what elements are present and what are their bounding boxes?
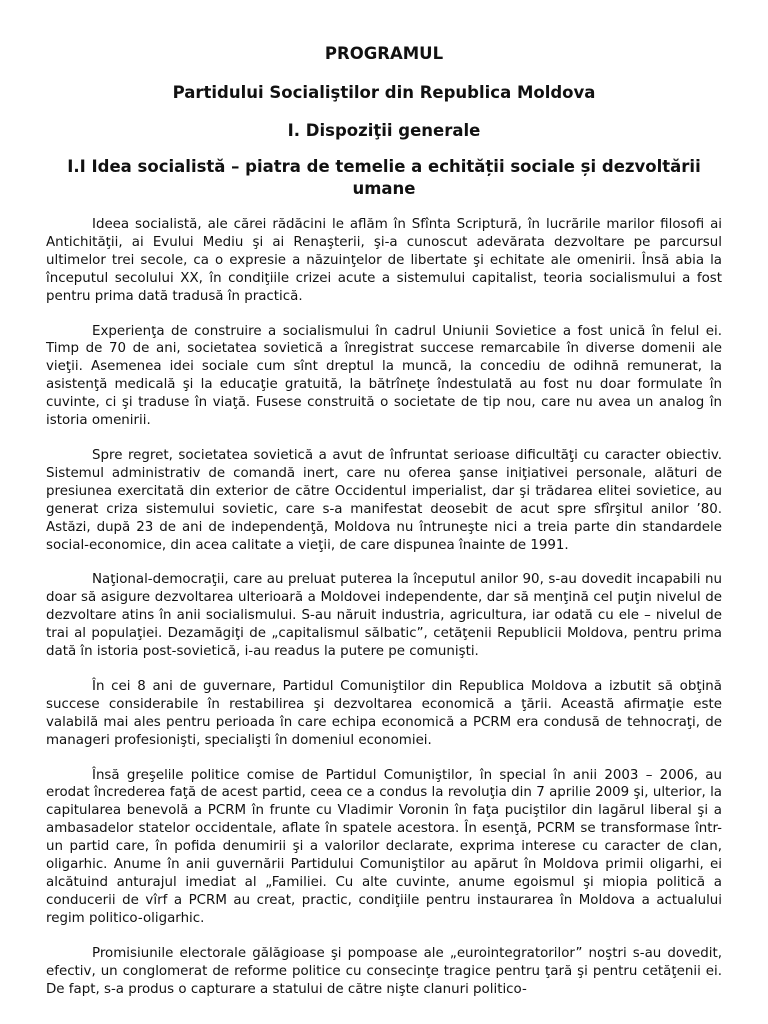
paragraph: Naţional-democraţii, care au preluat puterea la începutul anilor 90, s-au dovedit incapabili nu doar să asigure dezvoltarea ulterioară a Moldovei independente, dar să menţină cel puţin nivelul de dezvoltare atins în anii socialismului. S-au năruit industria, agricultura, iar odată cu ele – nivelul de trai al populaţiei. Dezamăgiţi de „capitalismul sălbatic”, cetăţenii Republicii Moldova, pentru prima dată în istoria post-sovietică, i-au readus la putere pe comunişti. [46,572,722,660]
paragraph: În cei 8 ani de guvernare, Partidul Comuniştilor din Republica Moldova a izbutit să obţină succese considerabile în restabilirea şi dezvoltarea economică a ţării. Această afirmaţie este valabilă mai ales pentru perioada în care echipa economică a PCRM era condusă de tehnocraţi, de manageri profesionişti, specialişti în domeniul economiei. [46,678,722,748]
paragraph: Spre regret, societatea sovietică a avut de înfruntat serioase dificultăţi cu caracter obiectiv. Sistemul administrativ de comandă inert, care nu oferea şanse iniţiativei personale, alături de presiunea exercitată din exterior de către Occidentul imperialist, dar şi trădarea elitei sovietice, au generat criza sistemului sovietic, care s-a manifestat deosebit de acut spre sfîrşitul anilor ’80. Astăzi, după 23 de ani de independenţă, Moldova nu întruneşte nici a treia parte din standardele social-economice, din acea calitate a vieţii, de care dispunea înainte de 1991. [46,447,722,553]
paragraph: Experienţa de construire a socialismului în cadrul Uniunii Sovietice a fost unică în felul ei. Timp de 70 de ani, societatea sovietică a înregistrat succese remarcabile în diverse domenii ale vieţii. Asemenea idei sociale cum sînt dreptul la muncă, la concediu de odihnă remunerat, la asistenţă medicală şi la educaţie gratuită, la bătrîneţe îndestulată au fost nu doar formulate în cuvinte, ci şi traduse în viaţă. Fusese construită o societate de tip nou, care nu avea un analog în istoria omenirii. [46,323,722,429]
party-heading: Partidului Socialiştilor din Republica Moldova [172,83,596,102]
paragraph: Ideea socialistă, ale cărei rădăcini le aflăm în Sfînta Scriptură, în lucrările marilor filosofi ai Antichităţii, ai Evului Mediu şi ai Renaşterii, şi-a cunoscut adevărata dezvoltare pe parcursul ultimelor trei secole, ca o expresie a năzuinţelor de libertate şi echitate ale omenirii. Însă abia la începutul secolului XX, în condiţiile crizei acute a sistemului capitalist, teoria socialismului a fost pentru prima dată tradusă în practică. [46,217,722,304]
section-heading: I. Dispoziţii generale [287,121,481,140]
document-body [46,216,722,998]
subsection-heading: I.I Idea socialistă – piatra de temelie a echității sociale și dezvoltării umane [67,157,701,198]
document-title: PROGRAMUL [324,44,444,63]
paragraph: Promisiunile electorale gălăgioase şi pompoase ale „eurointegratorilor” noştri s-au dovedit, efectiv, un conglomerat de reforme politice cu consecinţe tragice pentru ţară şi pentru cetăţenii ei. De fapt, s-a produs o capturare a statului de către nişte clanuri politico- [46,945,722,997]
paragraph: Însă greşelile politice comise de Partidul Comuniştilor, în special în anii 2003 – 2006, au erodat încrederea faţă de acest partid, ceea ce a condus la revoluţia din 7 aprilie 2009 şi, ulterior, la capitularea benevolă a PCRM în frunte cu Vladimir Voronin în faţa puciştilor din lagărul liberal şi a ambasadelor statelor occidentale, aflate în spatele acestora. În esenţă, PCRM se transformase într-un partid care, în pofida denumirii şi a valorilor declarate, exprima interese cu caracter de clan, oligarhic. Anume în anii guvernării Partidului Comuniştilor au apărut în Moldova primii oligarhi, ei alcătuind anturajul imediat al „Familiei. Cu alte cuvinte, anume egoismul şi miopia politică a conducerii de vîrf a PCRM au creat, practic, condiţiile pentru instaurarea în Moldova a actualului regim politico-oligarhic. [46,767,722,926]
